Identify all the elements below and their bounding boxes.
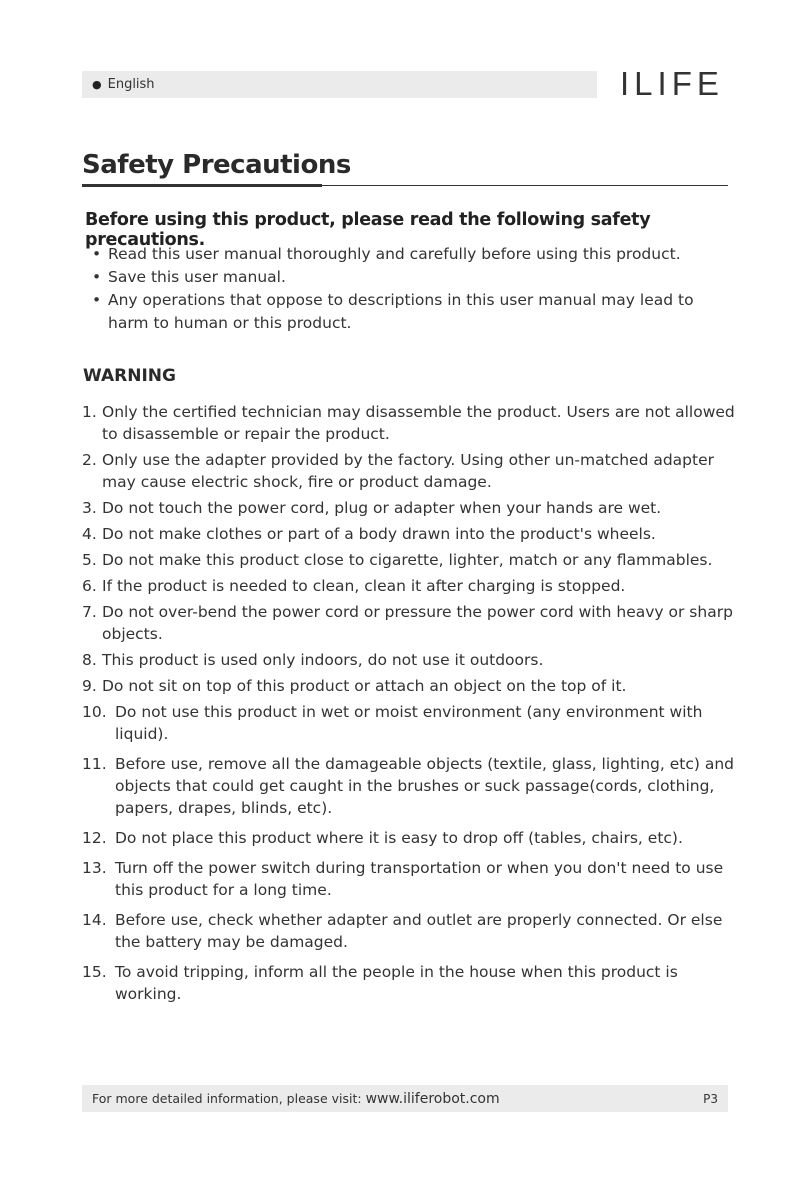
bullet-icon: •	[92, 268, 102, 286]
warning-item: 6. If the product is needed to clean, clean it after charging is stopped.	[82, 577, 626, 595]
warning-item: 12. Do not place this product where it is easy to drop off (tables, chairs, etc).	[82, 829, 683, 847]
precaution-item: • Save this user manual.	[92, 266, 732, 289]
warning-item: 10. Do not use this product in wet or moist environment (any environment with liquid).	[82, 703, 703, 743]
warning-item: 11. Before use, remove all the damageable objects (textile, glass, lighting, etc) and objects that could get caught in the brushes or suck passage(cords, clothing, papers, drapes, blinds, etc).	[82, 755, 735, 817]
warning-item: 9. Do not sit on top of this product or attach an object on the top of it.	[82, 677, 627, 695]
warning-item: 8. This product is used only indoors, do not use it outdoors.	[82, 651, 544, 669]
footer-label: For more detailed information, please visit:	[92, 1091, 362, 1106]
warnings-list	[82, 401, 742, 1013]
warning-item: 1. Only the certified technician may disassemble the product. Users are not allowed to disassemble or repair the product.	[82, 403, 735, 443]
footer-bar	[82, 1085, 728, 1112]
warning-item: 3. Do not touch the power cord, plug or adapter when your hands are wet.	[82, 499, 662, 517]
warning-item: 2. Only use the adapter provided by the factory. Using other un-matched adapter may cause electric shock, fire or product damage.	[82, 451, 715, 491]
language-bar	[82, 71, 597, 98]
precaution-item: • Any operations that oppose to descriptions in this user manual may lead to harm to human or this product.	[92, 291, 694, 332]
language-label: English	[107, 77, 155, 92]
title-underline	[82, 184, 322, 187]
bullet-icon: ●	[92, 78, 102, 91]
page-number: P3	[703, 1091, 718, 1106]
precautions-list	[92, 243, 732, 335]
warning-item: 15. To avoid tripping, inform all the people in the house when this product is working.	[82, 963, 678, 1003]
precaution-item: • Read this user manual thoroughly and carefully before using this product.	[92, 243, 732, 266]
warning-item: 7. Do not over-bend the power cord or pressure the power cord with heavy or sharp objects.	[82, 603, 733, 643]
warning-item: 4. Do not make clothes or part of a body drawn into the product's wheels.	[82, 525, 656, 543]
warning-item: 13. Turn off the power switch during transportation or when you don't need to use this product for a long time.	[82, 859, 724, 899]
bullet-icon: •	[92, 245, 102, 263]
warning-item: 14. Before use, check whether adapter and outlet are properly connected. Or else the battery may be damaged.	[82, 911, 723, 951]
intro-text: Before using this product, please read the following safety precautions.	[85, 210, 651, 250]
warning-item: 5. Do not make this product close to cigarette, lighter, match or any flammables.	[82, 551, 713, 569]
ilife-logo: ILIFE	[620, 65, 724, 102]
website-link[interactable]: www.iliferobot.com	[365, 1090, 500, 1107]
title-divider	[322, 185, 728, 186]
warning-heading: WARNING	[83, 366, 176, 386]
bullet-icon: •	[92, 291, 102, 309]
section-title: Safety Precautions	[82, 150, 351, 180]
